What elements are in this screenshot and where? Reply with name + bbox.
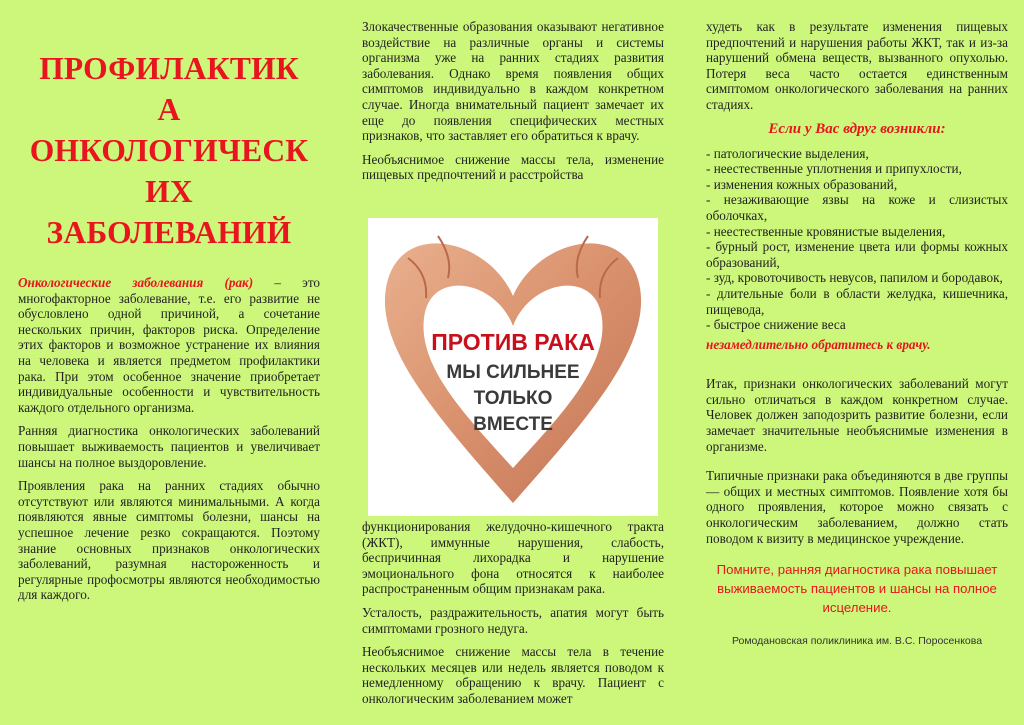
list-item: - неестественные кровянистые выделения, [706,223,946,239]
list-item: - изменения кожных образований, [706,176,898,192]
list-item: - неестественные уплотнения и припухлости, [706,161,962,177]
list-item: - зуд, кровоточивость невусов, папилом и бородавок, [706,270,1003,286]
symptoms-subheading: Если у Вас вдруг возникли: [768,120,946,137]
image-text-line-2: МЫ СИЛЬНЕЕ [446,362,580,383]
title-line: ИХ [145,174,193,209]
title-line: ОНКОЛОГИЧЕСК [29,133,309,168]
early-diagnosis-paragraph: Ранняя диагностика онкологических заболеваний повышает выживаемость пациентов и увеличивает шансы на полное выздоровление. [18,423,320,470]
typical-signs-paragraph: Типичные признаки рака объединяются в две группы — общих и местных симптомов. Появление хотя бы одного проявления, которое можно связать с онкологическим заболеванием, должно стать поводом к визиту в медицинское учреждение. [706,468,1008,546]
weight-loss-paragraph: Необъяснимое снижение массы тела, изменение пищевых предпочтений и расстройства [362,151,664,183]
clinic-footer: Ромодановская поликлиника им. В.С. Поросенкова [731,635,983,648]
general-signs-paragraph: функционирования желудочно-кишечного тракта (ЖКТ), иммунные нарушения, слабость, беспричинная лихорадка и нарушение эмоционального фона относятся к наиболее распространенным общим признакам рака. [362,519,664,597]
list-item: - быстрое снижение веса [706,317,846,333]
list-item: - незаживающие язвы на коже и слизистых оболочках, [706,192,1008,223]
title-line: ЗАБОЛЕВАНИЙ [46,215,292,250]
symptoms-list [706,146,1008,333]
column-right [706,0,1008,647]
list-item: - бурный рост, изменение цвета или формы кожных образований, [706,239,1008,270]
page-title [18,48,320,253]
symptoms-paragraph: Проявления рака на ранних стадиях обычно отсутствуют или являются минимальными. А когда появляются явные симптомы болезни, шансы на успешное лечение резко сокращаются. Поэтому знание основных признаков онкологических заболеваний, разумная настороженность и регулярные профосмотры являются необходимостью для каждого. [18,478,320,603]
heart-hands-image [368,218,658,516]
urgent-notice: незамедлительно обратитесь к врачу. [706,336,931,352]
heart-hands-illustration [368,218,658,516]
malignant-paragraph: Злокачественные образования оказывают негативное воздействие на различные органы и системы организма уже на ранних стадиях развития заболевания. Однако время появления общих симптомов индивидуально в каждом конкретном случае. Иногда внимательный пациент замечает их еще до появления специфических местных признаков, что заставляет его обратиться к врачу. [362,19,664,144]
image-text-line-3: ТОЛЬКО [473,388,553,409]
column-left [18,0,320,611]
list-item: - длительные боли в области желудка, кишечника, пищевода, [706,285,1008,317]
intro-text: – это многофакторное заболевание, т.е. его развитие не обусловлено одной причиной, а сочетание нескольких причин, факторов риска. Определение этих факторов и возможное устранение их влияния на человека и является предметом профилактики рака. При этом особенное значение приобретает индивидуальные особенности и чувствительность каждого отдельного организма. [18,275,320,415]
weight-continue-paragraph: худеть как в результате изменения пищевых предпочтений и нарушения работы ЖКТ, так и из-за нарушений обмена веществ, вызванного опухолью. Потеря веса часто остается единственным симптомом онкологического заболевания на ранних стадиях. [706,19,1008,112]
list-item: - патологические выделения, [706,145,869,161]
column-middle-bottom [362,519,664,715]
title-line: А [157,92,181,127]
fatigue-paragraph: Усталость, раздражительность, апатия могут быть симптомами грозного недуга. [362,604,664,636]
image-text-line-4: ВМЕСТЕ [473,414,553,435]
intro-paragraph [18,275,320,415]
summary-paragraph: Итак, признаки онкологических заболеваний могут сильно отличаться в каждом конкретном случае. Человек должен заподозрить развитие болезни, если замечает значительные необъяснимые изменения в организме. [706,376,1008,454]
weight-loss-urgent-paragraph: Необъяснимое снижение массы тела в течение нескольких месяцев или недель является поводом к немедленному обращению к врачу. Пациент с онкологическим заболеванием может [362,644,664,706]
image-text-line-1: ПРОТИВ РАКА [431,329,595,355]
column-middle [362,0,664,191]
title-line: ПРОФИЛАКТИК [39,51,299,86]
intro-lead: Онкологические заболевания (рак) [18,275,254,290]
reminder-notice: Помните, ранняя диагностика рака повышает выживаемость пациентов и шансы на полное исцеление. [716,562,998,616]
